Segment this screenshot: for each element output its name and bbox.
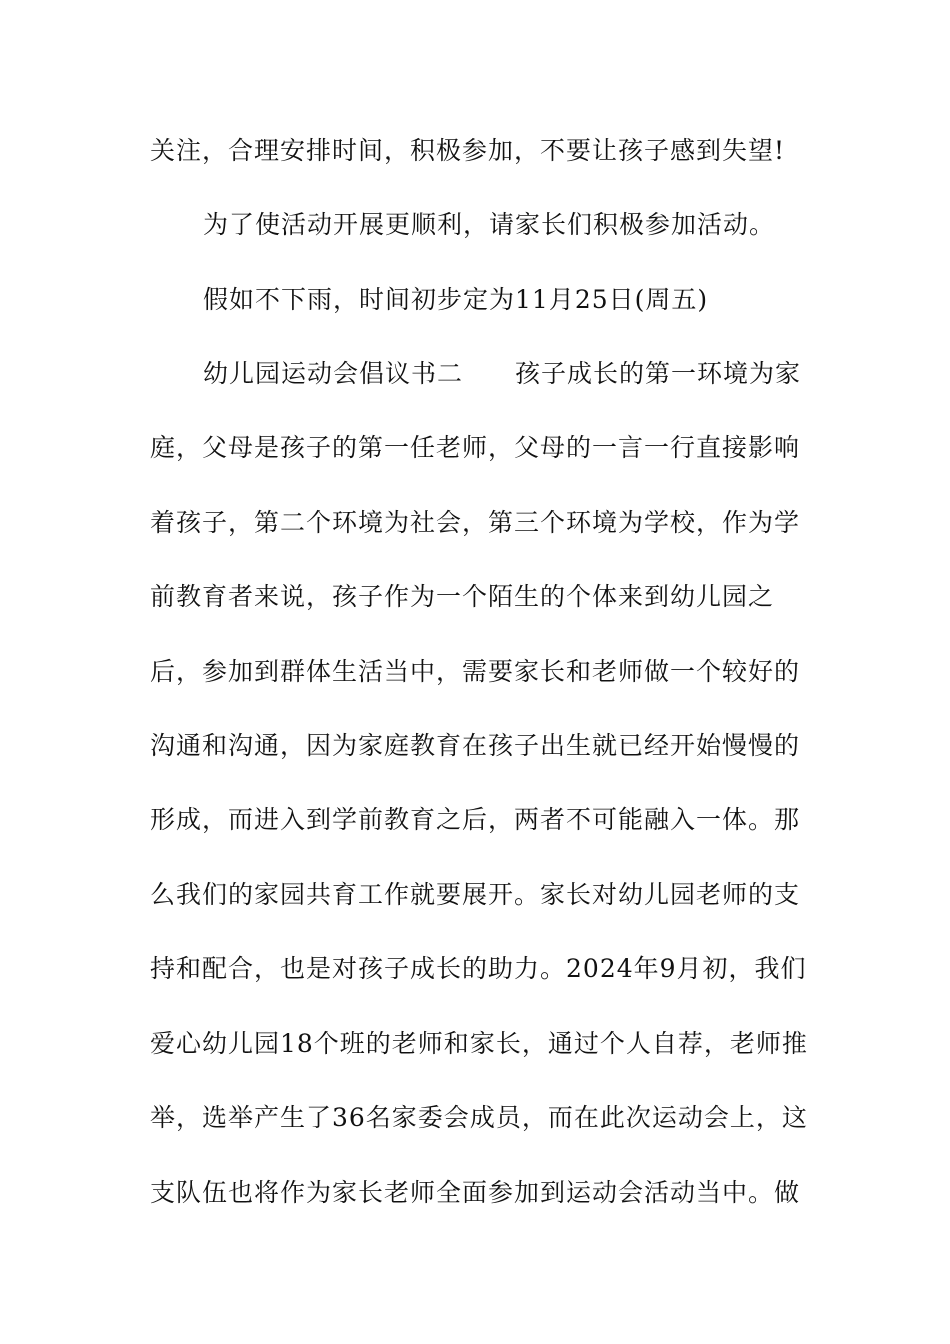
text-line: 爱心幼儿园18个班的老师和家长，通过个人自荐，老师推 [150, 1029, 808, 1058]
text-line: 后，参加到群体生活当中，需要家长和老师做一个较好的 [150, 657, 801, 686]
text-line: 庭，父母是孩子的第一任老师，父母的一言一行直接影响 [150, 433, 801, 462]
text-line: 为了使活动开展更顺利，请家长们积极参加活动。 [203, 210, 776, 239]
text-line: 着孩子，第二个环境为社会，第三个环境为学校，作为学 [150, 508, 801, 537]
text-line: 么我们的家园共育工作就要展开。家长对幼儿园老师的支 [150, 880, 801, 909]
text-line: 支队伍也将作为家长老师全面参加到运动会活动当中。做 [150, 1178, 801, 1207]
text-line: 前教育者来说，孩子作为一个陌生的个体来到幼儿园之 [150, 582, 775, 611]
text-line: 关注，合理安排时间，积极参加，不要让孩子感到失望! [150, 136, 786, 165]
text-line: 举，选举产生了36名家委会成员，而在此次运动会上，这 [150, 1103, 808, 1132]
text-line: 幼儿园运动会倡议书二 孩子成长的第一环境为家 [203, 359, 802, 388]
text-line: 沟通和沟通，因为家庭教育在孩子出生就已经开始慢慢的 [150, 731, 801, 760]
text-line: 形成，而进入到学前教育之后，两者不可能融入一体。那 [150, 805, 801, 834]
text-line: 假如不下雨，时间初步定为11月25日(周五) [203, 285, 709, 314]
text-line: 持和配合，也是对孩子成长的助力。2024年9月初，我们 [150, 954, 807, 983]
